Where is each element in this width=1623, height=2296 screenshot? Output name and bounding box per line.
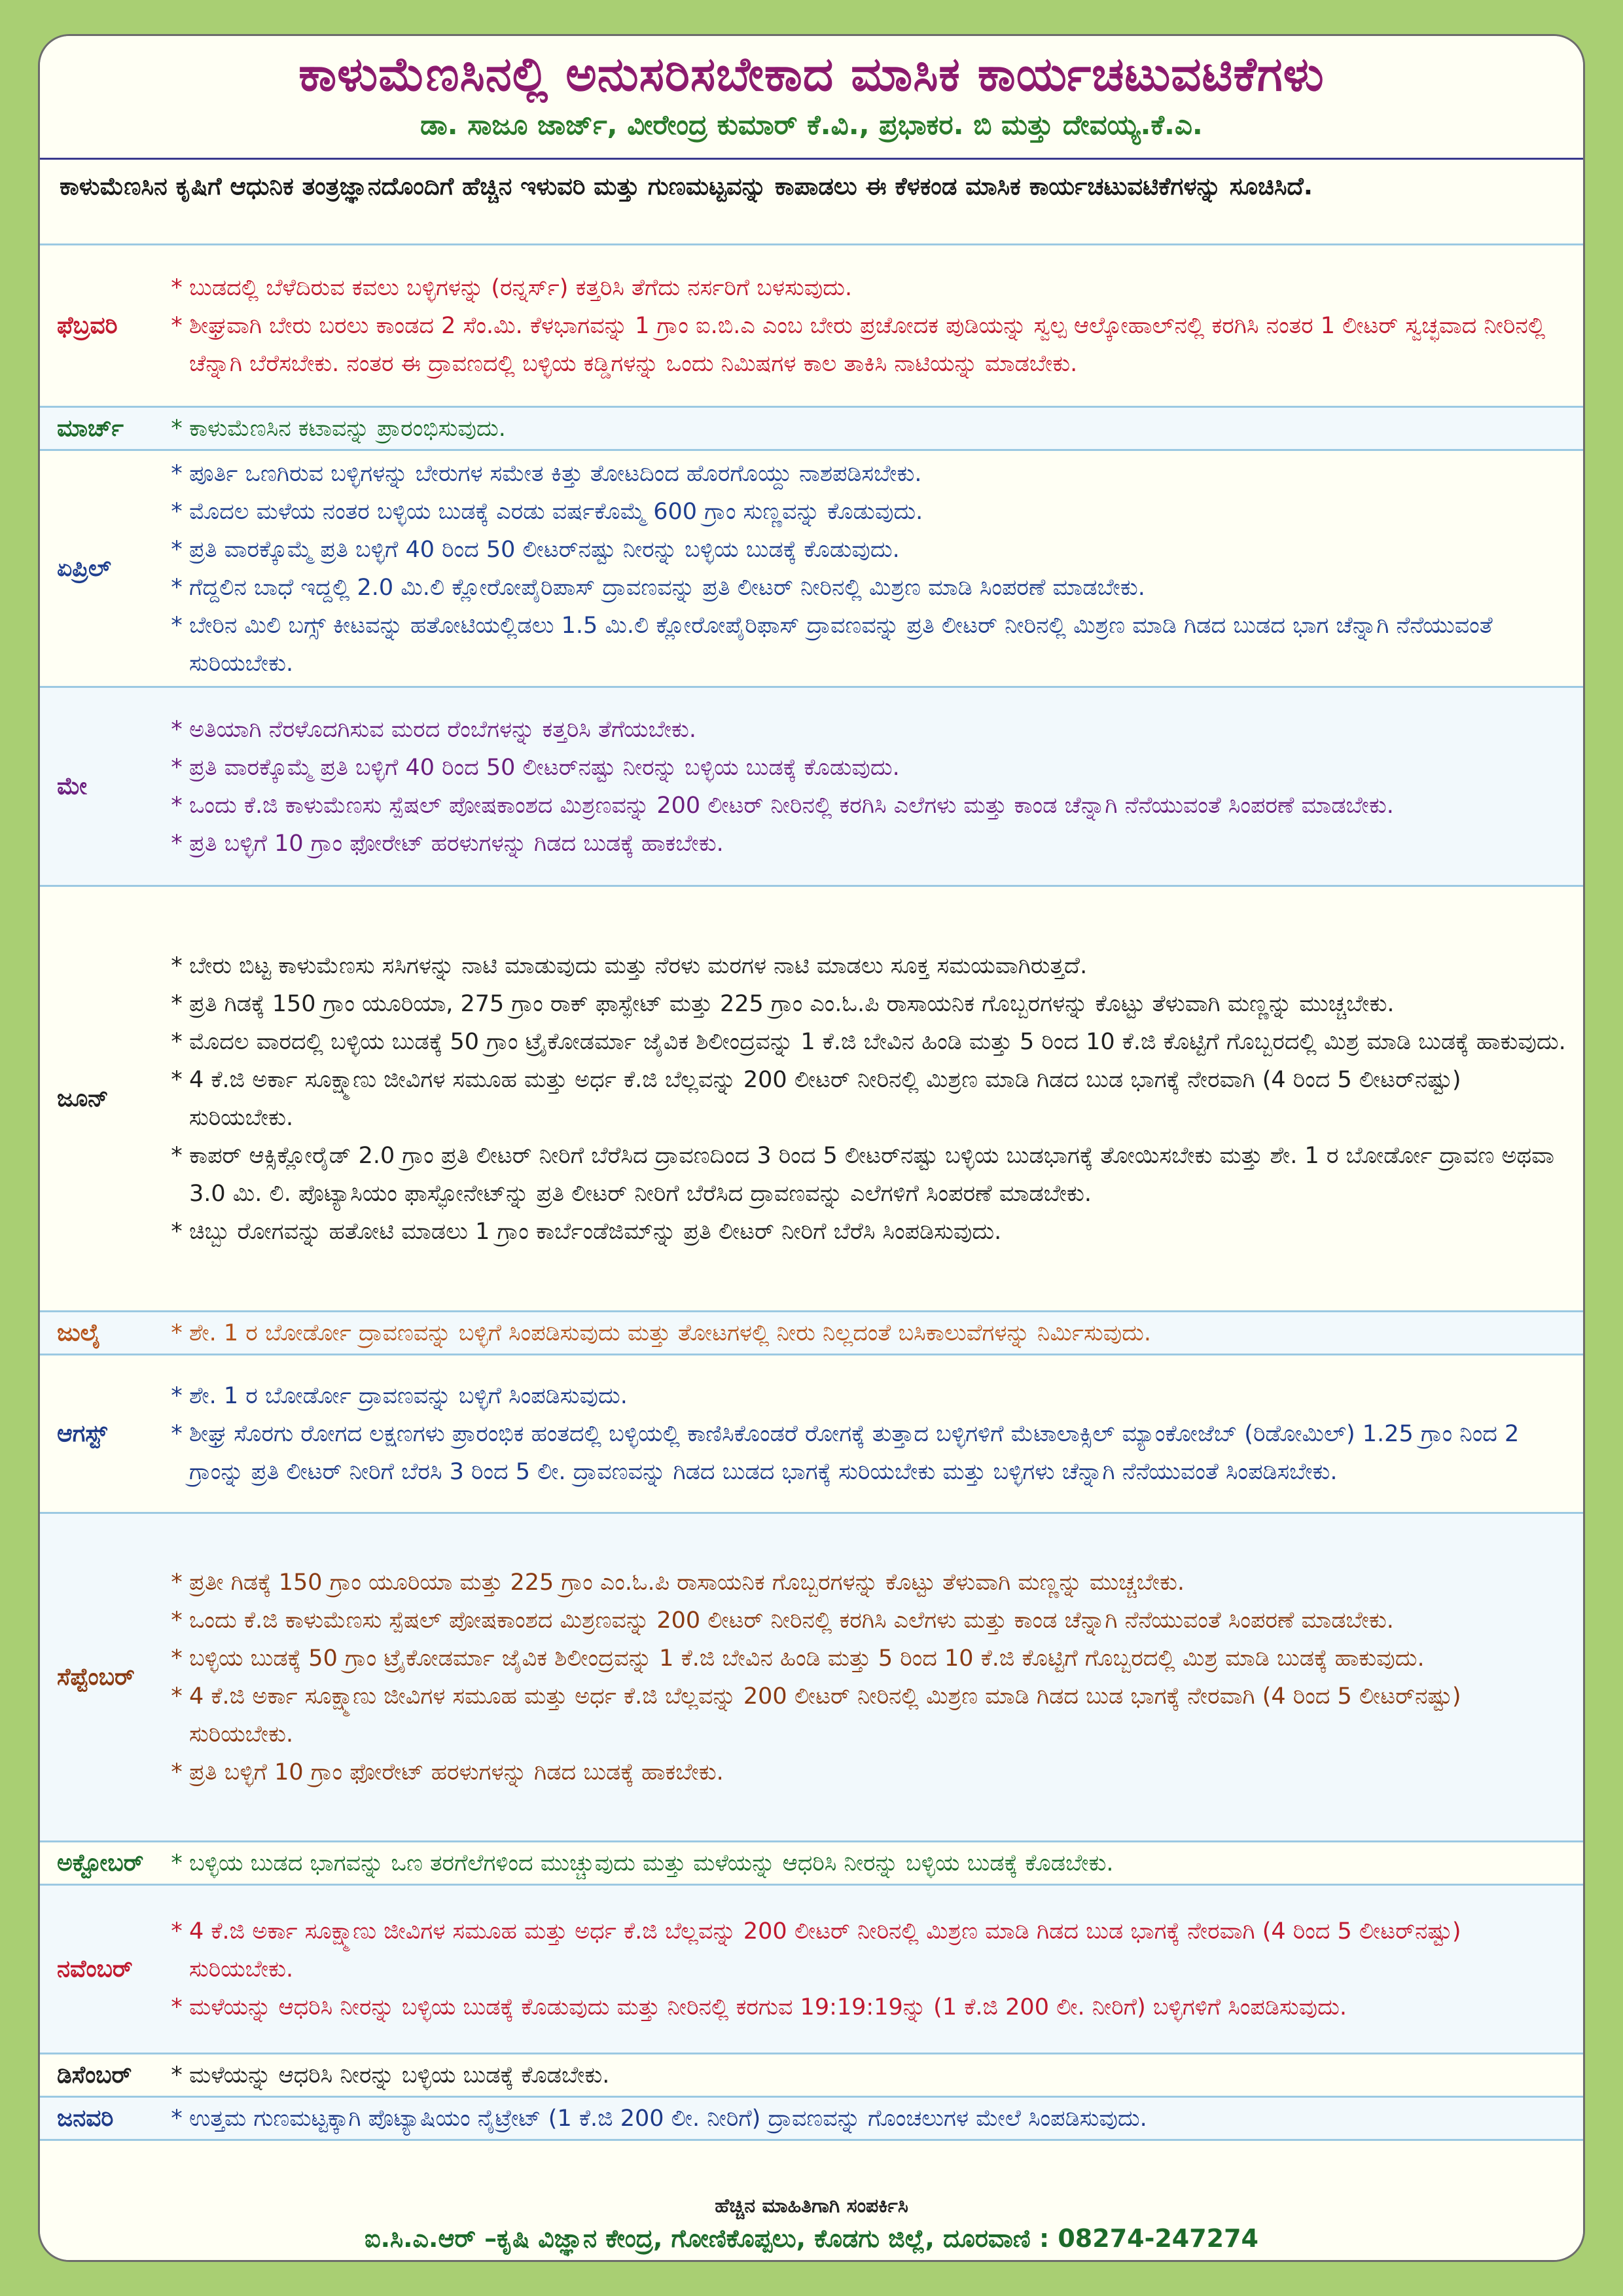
activity-text: ಬೇರು ಬಿಟ್ಟ ಕಾಳುಮೆಣಸು ಸಸಿಗಳನ್ನು ನಾಟಿ ಮಾಡುವುದು ಮತ್ತು ನೆರಳು ಮರಗಳ ನಾಟಿ ಮಾಡಲು ಸೂಕ್ತ ಸಮಯವಾಗಿರುತ್ತದೆ.: [189, 952, 1088, 979]
activity-item: [164, 1377, 1567, 1415]
month-label: ಮೇ: [57, 772, 88, 800]
month-label: ಜೂನ್: [57, 1085, 109, 1112]
activity-item: [164, 1314, 1567, 1352]
activity-item: [164, 307, 1567, 383]
month-label: ಆಗಸ್ಟ್: [57, 1420, 107, 1447]
page-title: ಕಾಳುಮೆಣಸಿನಲ್ಲಿ ಅನುಸರಿಸಬೇಕಾದ ಮಾಸಿಕ ಕಾರ್ಯಚಟುವಟಿಕೆಗಳು: [298, 46, 1325, 101]
month-activities: [164, 1355, 1583, 1512]
bullet-star-icon: *: [171, 1066, 183, 1093]
bullet-star-icon: *: [171, 2105, 183, 2132]
activity-item: [164, 1213, 1567, 1251]
month-label: ಸೆಪ್ಟೆಂಬರ್: [57, 1663, 135, 1691]
bullet-star-icon: *: [171, 754, 183, 781]
activity-text: ಶೀಘ್ರ ಸೊರಗು ರೋಗದ ಲಕ್ಷಣಗಳು ಪ್ರಾರಂಭಿಕ ಹಂತದಲ್ಲಿ ಬಳ್ಳಿಯಲ್ಲಿ ಕಾಣಿಸಿಕೊಂಡರೆ ರೋಗಕ್ಕೆ ತುತ್ತಾದ ಬಳ್ಳಿಗಳಿಗೆ ಮೆಟಾಲಾಕ್ಸಿಲ್ ಮ್ಯಾಂಕೋಜೆಬ್ (ರಿಡೋಮಿಲ್) 1.25 ಗ್ರಾಂ ನಿಂದ 2 ಗ್ರಾಂನ್ನು ಪ್ರತಿ ಲೀಟರ್ ನೀರಿಗೆ ಬೆರಸಿ 3 ರಿಂದ 5 ಲೀ. ದ್ರಾವಣವನ್ನು ಗಿಡದ ಬುಡದ ಭಾಗಕ್ಕೆ ಸುರಿಯಬೇಕು ಮತ್ತು ಬಳ್ಳಿಗಳು ಚೆನ್ನಾಗಿ ನೆನೆಯುವಂತೆ ಸಿಂಪಡಿಸಬೇಕು.: [189, 1420, 1520, 1485]
month-label: ಏಪ್ರಿಲ್: [57, 554, 111, 582]
activity-text: ಬಳ್ಳಿಯ ಬುಡಕ್ಕೆ 50 ಗ್ರಾಂ ಟ್ರೈಕೋಡರ್ಮಾ ಜೈವಿಕ ಶಿಲೀಂದ್ರವನ್ನು 1 ಕೆ.ಜಿ ಬೇವಿನ ಹಿಂಡಿ ಮತ್ತು 5 ರಿಂದ 10 ಕೆ.ಜಿ ಕೊಟ್ಟಿಗೆ ಗೊಬ್ಬರದಲ್ಲಿ ಮಿಶ್ರ ಮಾಡಿ ಬುಡಕ್ಕೆ ಹಾಕುವುದು.: [189, 1645, 1425, 1672]
bullet-star-icon: *: [171, 498, 183, 525]
activity-text: ಬೇರಿನ ಮಿಲಿ ಬಗ್ಸ್ ಕೀಟವನ್ನು ಹತೋಟಿಯಲ್ಲಿಡಲು 1.5 ಮಿ.ಲಿ ಕ್ಲೋರೋಪೈರಿಫಾಸ್ ದ್ರಾವಣವನ್ನು ಪ್ರತಿ ಲೀಟರ್ ನೀರಿನಲ್ಲಿ ಮಿಶ್ರಣ ಮಾಡಿ ಗಿಡದ ಬುಡದ ಭಾಗ ಚೆನ್ನಾಗಿ ನೆನೆಯುವಂತೆ ಸುರಿಯಬೇಕು.: [189, 612, 1493, 677]
month-activities: [164, 688, 1583, 885]
month-activities: [164, 1842, 1583, 1884]
bullet-star-icon: *: [171, 716, 183, 743]
activity-text: ಪ್ರತೀ ಗಿಡಕ್ಕೆ 150 ಗ್ರಾಂ ಯೂರಿಯಾ ಮತ್ತು 225 ಗ್ರಾಂ ಎಂ.ಓ.ಪಿ ರಾಸಾಯನಿಕ ಗೊಬ್ಬರಗಳನ್ನು ಕೊಟ್ಟು ತೆಳುವಾಗಿ ಮಣ್ಣನ್ನು ಮುಚ್ಚಬೇಕು.: [189, 1569, 1185, 1596]
activity-text: ಚಿಬ್ಬು ರೋಗವನ್ನು ಹತೋಟಿ ಮಾಡಲು 1 ಗ್ರಾಂ ಕಾರ್ಬೆಂಡೆಜಿಮ್‌ನ್ನು ಪ್ರತಿ ಲೀಟರ್ ನೀರಿಗೆ ಬೆರೆಸಿ ಸಿಂಪಡಿಸುವುದು.: [189, 1218, 1002, 1245]
month-label: ನವೆಂಬರ್: [57, 1955, 133, 1982]
activity-item: [164, 1564, 1567, 1602]
month-activities: [164, 1886, 1583, 2053]
month-activities: [164, 408, 1583, 449]
activity-item: [164, 607, 1567, 683]
activity-text: ಒಂದು ಕೆ.ಜಿ ಕಾಳುಮೆಣಸು ಸ್ಪೆಷಲ್ ಪೋಷಕಾಂಶದ ಮಿಶ್ರಣವನ್ನು 200 ಲೀಟರ್ ನೀರಿನಲ್ಲಿ ಕರಗಿಸಿ ಎಲೆಗಳು ಮತ್ತು ಕಾಂಡ ಚೆನ್ನಾಗಿ ನೆನೆಯುವಂತೆ ಸಿಂಪರಣೆ ಮಾಡಬೇಕು.: [189, 1607, 1394, 1634]
poster-card: [38, 34, 1585, 2262]
bullet-star-icon: *: [171, 990, 183, 1017]
activity-item: [164, 1912, 1567, 1988]
month-row: [40, 1514, 1583, 1842]
activity-item: [164, 1061, 1567, 1137]
month-activities: [164, 887, 1583, 1310]
activity-text: ಪ್ರತಿ ವಾರಕ್ಕೊಮ್ಮೆ ಪ್ರತಿ ಬಳ್ಳಿಗೆ 40 ರಿಂದ 50 ಲೀಟರ್‌ನಷ್ಟು ನೀರನ್ನು ಬಳ್ಳಿಯ ಬುಡಕ್ಕೆ ಕೊಡುವುದು.: [189, 754, 900, 781]
month-activities: [164, 1514, 1583, 1840]
month-activities: [164, 1312, 1583, 1354]
activity-text: ಒಂದು ಕೆ.ಜಿ ಕಾಳುಮೆಣಸು ಸ್ಪೆಷಲ್ ಪೋಷಕಾಂಶದ ಮಿಶ್ರಣವನ್ನು 200 ಲೀಟರ್ ನೀರಿನಲ್ಲಿ ಕರಗಿಸಿ ಎಲೆಗಳು ಮತ್ತು ಕಾಂಡ ಚೆನ್ನಾಗಿ ನೆನೆಯುವಂತೆ ಸಿಂಪರಣೆ ಮಾಡಬೇಕು.: [189, 792, 1394, 819]
activity-text: ಶೀಘ್ರವಾಗಿ ಬೇರು ಬರಲು ಕಾಂಡದ 2 ಸೆಂ.ಮಿ. ಕೆಳಭಾಗವನ್ನು 1 ಗ್ರಾಂ ಐ.ಬಿ.ಎ ಎಂಬ ಬೇರು ಪ್ರಚೋದಕ ಪುಡಿಯನ್ನು ಸ್ವಲ್ಪ ಆಲ್ಕೋಹಾಲ್‌ನಲ್ಲಿ ಕರಗಿಸಿ ನಂತರ 1 ಲೀಟರ್ ಸ್ವಚ್ಛವಾದ ನೀರಿನಲ್ಲಿ ಚೆನ್ನಾಗಿ ಬೆರೆಸಬೇಕು. ನಂತರ ಈ ದ್ರಾವಣದಲ್ಲಿ ಬಳ್ಳಿಯ ಕಡ್ಡಿಗಳನ್ನು ಒಂದು ನಿಮಿಷಗಳ ಕಾಲ ತಾಕಿಸಿ ನಾಟಿಯನ್ನು ಮಾಡಬೇಕು.: [189, 312, 1546, 377]
activity-item: [164, 493, 1567, 531]
activity-text: ಶೇ. 1 ರ ಬೋರ್ಡೋ ದ್ರಾವಣವನ್ನು ಬಳ್ಳಿಗೆ ಸಿಂಪಡಿಸುವುದು.: [189, 1382, 628, 1409]
activity-item: [164, 1844, 1567, 1882]
activity-text: ಕಾಪರ್ ಆಕ್ಸಿಕ್ಲೋರೈಡ್ 2.0 ಗ್ರಾಂ ಪ್ರತಿ ಲೀಟರ್ ನೀರಿಗೆ ಬೆರೆಸಿದ ದ್ರಾವಣದಿಂದ 3 ರಿಂದ 5 ಲೀಟರ್‌ನಷ್ಟು ಬಳ್ಳಿಯ ಬುಡಭಾಗಕ್ಕೆ ತೋಯಿಸಬೇಕು ಮತ್ತು ಶೇ. 1 ರ ಬೋರ್ಡೋ ದ್ರಾವಣ ಅಥವಾ 3.0 ಮಿ. ಲಿ. ಪೊಟ್ಯಾಸಿಯಂ ಫಾಸ್ಫೋನೇಟ್‌ನ್ನು ಪ್ರತಿ ಲೀಟರ್ ನೀರಿಗೆ ಬೆರೆಸಿದ ದ್ರಾವಣವನ್ನು ಎಲೆಗಳಿಗೆ ಸಿಂಪರಣೆ ಮಾಡಬೇಕು.: [189, 1142, 1554, 1207]
bullet-star-icon: *: [171, 1850, 183, 1876]
activity-item: [164, 787, 1567, 825]
bullet-star-icon: *: [171, 536, 183, 563]
activity-item: [164, 2056, 1567, 2094]
activity-text: ಮೊದಲ ಮಳೆಯ ನಂತರ ಬಳ್ಳಿಯ ಬುಡಕ್ಕೆ ಎರಡು ವರ್ಷಕೊಮ್ಮೆ 600 ಗ್ರಾಂ ಸುಣ್ಣವನ್ನು ಕೊಡುವುದು.: [189, 498, 923, 525]
bullet-star-icon: *: [171, 312, 183, 339]
month-row: [40, 1355, 1583, 1514]
activity-text: ಪ್ರತಿ ಬಳ್ಳಿಗೆ 10 ಗ್ರಾಂ ಫೋರೇಟ್ ಹರಳುಗಳನ್ನು ಗಿಡದ ಬುಡಕ್ಕೆ ಹಾಕಬೇಕು.: [189, 1759, 724, 1785]
month-row: [40, 1886, 1583, 2054]
activity-item: [164, 455, 1567, 493]
activity-text: ಬುಡದಲ್ಲಿ ಬೆಳೆದಿರುವ ಕವಲು ಬಳ್ಳಿಗಳನ್ನು (ರನ್ನರ್ಸ್) ಕತ್ತರಿಸಿ ತೆಗೆದು ನರ್ಸರಿಗೆ ಬಳಸುವುದು.: [189, 274, 853, 301]
month-activities: [164, 2098, 1583, 2139]
month-row: [40, 408, 1583, 451]
activity-item: [164, 531, 1567, 569]
activity-item: [164, 1602, 1567, 1640]
activity-item: [164, 947, 1567, 985]
bullet-star-icon: *: [171, 1319, 183, 1346]
month-row: [40, 688, 1583, 887]
bullet-star-icon: *: [171, 1607, 183, 1634]
activity-text: ಕಾಳುಮೆಣಸಿನ ಕಟಾವನ್ನು ಪ್ರಾರಂಭಿಸುವುದು.: [189, 415, 506, 442]
activity-item: [164, 410, 1567, 448]
bullet-star-icon: *: [171, 574, 183, 601]
activity-text: ಪ್ರತಿ ಗಿಡಕ್ಕೆ 150 ಗ್ರಾಂ ಯೂರಿಯಾ, 275 ಗ್ರಾಂ ರಾಕ್ ಫಾಸ್ಫೇಟ್ ಮತ್ತು 225 ಗ್ರಾಂ ಎಂ.ಓ.ಪಿ ರಾಸಾಯನಿಕ ಗೊಬ್ಬರಗಳನ್ನು ಕೊಟ್ಟು ತೆಳುವಾಗಿ ಮಣ್ಣನ್ನು ಮುಚ್ಚಬೇಕು.: [189, 990, 1395, 1017]
month-activities: [164, 2054, 1583, 2096]
activity-item: [164, 1988, 1567, 2026]
bullet-star-icon: *: [171, 274, 183, 301]
activity-text: 4 ಕೆ.ಜಿ ಅರ್ಕಾ ಸೂಕ್ಷ್ಮಾಣು ಜೀವಿಗಳ ಸಮೂಹ ಮತ್ತು ಅರ್ಧ ಕೆ.ಜಿ ಬೆಲ್ಲವನ್ನು 200 ಲೀಟರ್ ನೀರಿನಲ್ಲಿ ಮಿಶ್ರಣ ಮಾಡಿ ಗಿಡದ ಬುಡ ಭಾಗಕ್ಕೆ ನೇರವಾಗಿ (4 ರಿಂದ 5 ಲೀಟರ್‌ನಷ್ಟು) ಸುರಿಯಬೇಕು.: [189, 1683, 1461, 1748]
month-label: ಅಕ್ಟೋಬರ್: [57, 1849, 144, 1876]
intro-text: ಕಾಳುಮೆಣಸಿನ ಕೃಷಿಗೆ ಆಧುನಿಕ ತಂತ್ರಜ್ಞಾನದೊಂದಿಗೆ ಹೆಚ್ಚಿನ ಇಳುವರಿ ಮತ್ತು ಗುಣಮಟ್ಟವನ್ನು ಕಾಪಾಡಲು ಈ ಕೆಳಕಂಡ ಮಾಸಿಕ ಕಾರ್ಯಚಟುವಟಿಕೆಗಳನ್ನು ಸೂಚಿಸಿದೆ.: [40, 160, 1583, 245]
activity-item: [164, 569, 1567, 607]
month-label: ಡಿಸೆಂಬರ್: [57, 2061, 132, 2089]
month-label: ಜುಲೈ: [57, 1319, 101, 1346]
activity-item: [164, 1677, 1567, 1753]
bullet-star-icon: *: [171, 952, 183, 979]
activity-text: ಅತಿಯಾಗಿ ನೆರಳೊದಗಿಸುವ ಮರದ ರೆಂಬೆಗಳನ್ನು ಕತ್ತರಿಸಿ ತೆಗೆಯಬೇಕು.: [189, 716, 697, 743]
month-row: [40, 887, 1583, 1312]
bullet-star-icon: *: [171, 1994, 183, 2020]
month-row: [40, 2098, 1583, 2141]
bullet-star-icon: *: [171, 1645, 183, 1672]
contact-heading: ಹೆಚ್ಚಿನ ಮಾಹಿತಿಗಾಗಿ ಸಂಪರ್ಕಿಸಿ: [715, 2195, 908, 2217]
activity-item: [164, 269, 1567, 307]
contact-footer: [40, 2187, 1583, 2260]
activity-text: ಮೊದಲ ವಾರದಲ್ಲಿ ಬಳ್ಳಿಯ ಬುಡಕ್ಕೆ 50 ಗ್ರಾಂ ಟ್ರೈಕೋಡರ್ಮಾ ಜೈವಿಕ ಶಿಲೀಂದ್ರವನ್ನು 1 ಕೆ.ಜಿ ಬೇವಿನ ಹಿಂಡಿ ಮತ್ತು 5 ರಿಂದ 10 ಕೆ.ಜಿ ಕೊಟ್ಟಿಗೆ ಗೊಬ್ಬರದಲ್ಲಿ ಮಿಶ್ರ ಮಾಡಿ ಬುಡಕ್ಕೆ ಹಾಕುವುದು.: [189, 1028, 1566, 1055]
activity-item: [164, 2100, 1567, 2138]
bullet-star-icon: *: [171, 460, 183, 487]
month-row: [40, 245, 1583, 408]
month-activities: [164, 451, 1583, 686]
activity-text: ಮಳೆಯನ್ನು ಆಧರಿಸಿ ನೀರನ್ನು ಬಳ್ಳಿಯ ಬುಡಕ್ಕೆ ಕೊಡಬೇಕು.: [189, 2062, 610, 2089]
month-label: ಮಾರ್ಚ್: [57, 414, 124, 442]
activity-item: [164, 711, 1567, 749]
activity-item: [164, 985, 1567, 1023]
activity-item: [164, 1415, 1567, 1491]
bullet-star-icon: *: [171, 1569, 183, 1596]
activity-text: ಗೆದ್ದಲಿನ ಬಾಧೆ ಇದ್ದಲ್ಲಿ 2.0 ಮಿ.ಲಿ ಕ್ಲೋರೋಪೈರಿಪಾಸ್ ದ್ರಾವಣವನ್ನು ಪ್ರತಿ ಲೀಟರ್ ನೀರಿನಲ್ಲಿ ಮಿಶ್ರಣ ಮಾಡಿ ಸಿಂಪರಣೆ ಮಾಡಬೇಕು.: [189, 574, 1145, 601]
activity-text: ಉತ್ತಮ ಗುಣಮಟ್ಟಕ್ಕಾಗಿ ಪೊಟ್ಯಾಷಿಯಂ ನೈಟ್ರೇಟ್ (1 ಕೆ.ಜಿ 200 ಲೀ. ನೀರಿಗೆ) ದ್ರಾವಣವನ್ನು ಗೊಂಚಲುಗಳ ಮೇಲೆ ಸಿಂಪಡಿಸುವುದು.: [189, 2105, 1147, 2132]
activity-item: [164, 1023, 1567, 1061]
month-row: [40, 451, 1583, 688]
activity-text: 4 ಕೆ.ಜಿ ಅರ್ಕಾ ಸೂಕ್ಷ್ಮಾಣು ಜೀವಿಗಳ ಸಮೂಹ ಮತ್ತು ಅರ್ಧ ಕೆ.ಜಿ ಬೆಲ್ಲವನ್ನು 200 ಲೀಟರ್ ನೀರಿನಲ್ಲಿ ಮಿಶ್ರಣ ಮಾಡಿ ಗಿಡದ ಬುಡ ಭಾಗಕ್ಕೆ ನೇರವಾಗಿ (4 ರಿಂದ 5 ಲೀಟರ್‌ನಷ್ಟು) ಸುರಿಯಬೇಕು.: [189, 1918, 1461, 1982]
month-activities: [164, 245, 1583, 406]
activity-item: [164, 1753, 1567, 1791]
bullet-star-icon: *: [171, 792, 183, 819]
activity-text: ಪ್ರತಿ ಬಳ್ಳಿಗೆ 10 ಗ್ರಾಂ ಫೋರೇಟ್ ಹರಳುಗಳನ್ನು ಗಿಡದ ಬುಡಕ್ಕೆ ಹಾಕಬೇಕು.: [189, 830, 724, 857]
activity-text: ಪೂರ್ತಿ ಒಣಗಿರುವ ಬಳ್ಳಿಗಳನ್ನು ಬೇರುಗಳ ಸಮೇತ ಕಿತ್ತು ತೋಟದಿಂದ ಹೊರಗೊಯ್ದು ನಾಶಪಡಿಸಬೇಕು.: [189, 460, 922, 487]
bullet-star-icon: *: [171, 1683, 183, 1710]
month-label: ಫೆಬ್ರವರಿ: [57, 312, 118, 339]
activity-text: ಬಳ್ಳಿಯ ಬುಡದ ಭಾಗವನ್ನು ಒಣ ತರಗೆಲೆಗಳಿಂದ ಮುಚ್ಚುವುದು ಮತ್ತು ಮಳೆಯನ್ನು ಆಧರಿಸಿ ನೀರನ್ನು ಬಳ್ಳಿಯ ಬುಡಕ್ಕೆ ಕೊಡಬೇಕು.: [189, 1850, 1114, 1876]
activity-text: ಶೇ. 1 ರ ಬೋರ್ಡೋ ದ್ರಾವಣವನ್ನು ಬಳ್ಳಿಗೆ ಸಿಂಪಡಿಸುವುದು ಮತ್ತು ತೋಟಗಳಲ್ಲಿ ನೀರು ನಿಲ್ಲದಂತೆ ಬಸಿಕಾಲುವೆಗಳನ್ನು ನಿರ್ಮಿಸುವುದು.: [189, 1319, 1152, 1346]
activity-item: [164, 749, 1567, 787]
contact-details: ಐ.ಸಿ.ಎ.ಆರ್ –ಕೃಷಿ ವಿಜ್ಞಾನ ಕೇಂದ್ರ, ಗೋಣಿಕೊಪ್ಪಲು, ಕೊಡಗು ಜಿಲ್ಲೆ, ದೂರವಾಣಿ : 08274-247274: [364, 2224, 1258, 2253]
activity-item: [164, 825, 1567, 863]
bullet-star-icon: *: [171, 1420, 183, 1447]
month-row: [40, 1312, 1583, 1355]
poster-header: [40, 36, 1583, 160]
month-label: ಜನವರಿ: [57, 2104, 114, 2132]
bullet-star-icon: *: [171, 2062, 183, 2089]
monthly-activities-table: [40, 245, 1583, 2141]
activity-text: ಪ್ರತಿ ವಾರಕ್ಕೊಮ್ಮೆ ಪ್ರತಿ ಬಳ್ಳಿಗೆ 40 ರಿಂದ 50 ಲೀಟರ್‌ನಷ್ಟು ನೀರನ್ನು ಬಳ್ಳಿಯ ಬುಡಕ್ಕೆ ಕೊಡುವುದು.: [189, 536, 900, 563]
activity-item: [164, 1640, 1567, 1677]
authors-line: ಡಾ. ಸಾಜೂ ಜಾರ್ಜ್, ವೀರೇಂದ್ರ ಕುಮಾರ್ ಕೆ.ವಿ., ಪ್ರಭಾಕರ. ಬಿ ಮತ್ತು ದೇವಯ್ಯ.ಕೆ.ಎ.: [420, 109, 1203, 141]
activity-item: [164, 1137, 1567, 1213]
bullet-star-icon: *: [171, 1028, 183, 1055]
bullet-star-icon: *: [171, 1759, 183, 1785]
bullet-star-icon: *: [171, 1918, 183, 1945]
bullet-star-icon: *: [171, 1218, 183, 1245]
activity-text: ಮಳೆಯನ್ನು ಆಧರಿಸಿ ನೀರನ್ನು ಬಳ್ಳಿಯ ಬುಡಕ್ಕೆ ಕೊಡುವುದು ಮತ್ತು ನೀರಿನಲ್ಲಿ ಕರಗುವ 19:19:19ನ್ನು (1 ಕೆ.ಜಿ 200 ಲೀ. ನೀರಿಗೆ) ಬಳ್ಳಿಗಳಿಗೆ ಸಿಂಪಡಿಸುವುದು.: [189, 1994, 1347, 2020]
bullet-star-icon: *: [171, 1382, 183, 1409]
month-row: [40, 2054, 1583, 2098]
bullet-star-icon: *: [171, 415, 183, 442]
bullet-star-icon: *: [171, 612, 183, 639]
month-row: [40, 1842, 1583, 1886]
bullet-star-icon: *: [171, 1142, 183, 1169]
bullet-star-icon: *: [171, 830, 183, 857]
activity-text: 4 ಕೆ.ಜಿ ಅರ್ಕಾ ಸೂಕ್ಷ್ಮಾಣು ಜೀವಿಗಳ ಸಮೂಹ ಮತ್ತು ಅರ್ಧ ಕೆ.ಜಿ ಬೆಲ್ಲವನ್ನು 200 ಲೀಟರ್ ನೀರಿನಲ್ಲಿ ಮಿಶ್ರಣ ಮಾಡಿ ಗಿಡದ ಬುಡ ಭಾಗಕ್ಕೆ ನೇರವಾಗಿ (4 ರಿಂದ 5 ಲೀಟರ್‌ನಷ್ಟು) ಸುರಿಯಬೇಕು.: [189, 1066, 1461, 1131]
